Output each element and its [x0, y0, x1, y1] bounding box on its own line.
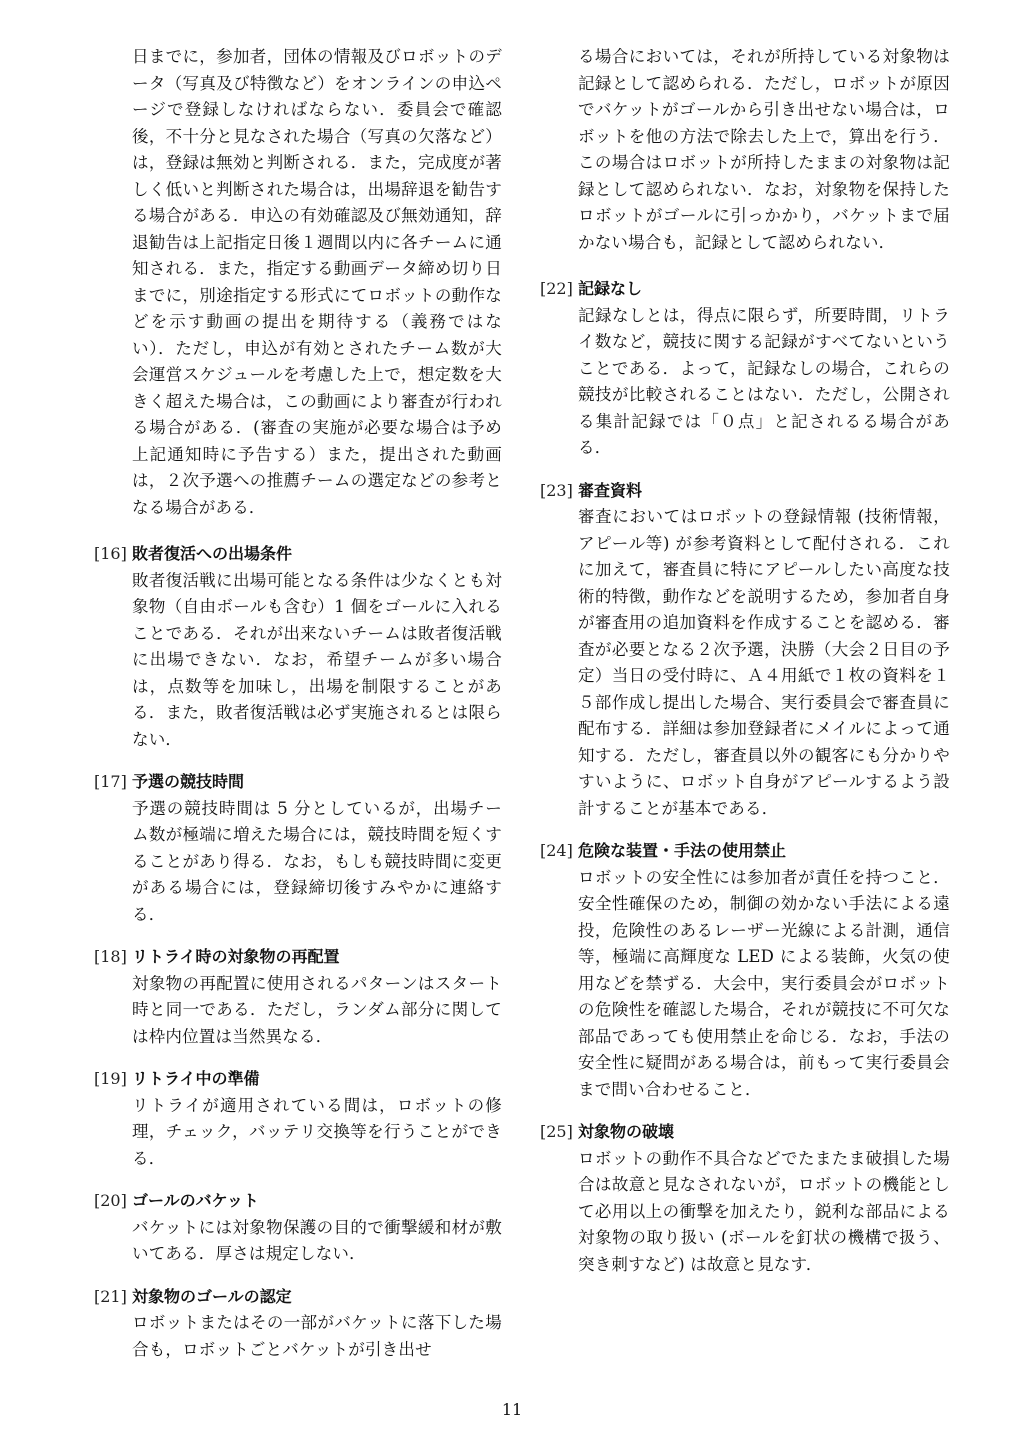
section-22 [540, 276, 950, 462]
section-title: 対象物のゴールの認定 [132, 1286, 292, 1306]
section-heading [540, 478, 950, 505]
section-24 [540, 838, 950, 1103]
section-number: [18] [94, 947, 127, 966]
section-17 [94, 769, 502, 928]
section-number: [22] [540, 279, 573, 298]
section-number: [24] [540, 841, 573, 860]
continued-paragraph: 日までに，参加者，団体の情報及びロボットのデータ（写真及び特徴など）をオンラインの申込ページで登録しなければならない．委員会で確認後，不十分と見なされた場合（写真の欠落など）は，登録は無効と判断される．また，完成度が著しく低いと判断された場合は，出場辞退を勧告する場合がある．申込の有効確認及び無効通知，辞退勧告は上記指定日後１週間以内に各チームに通知される．また，指定する動画データ締め切り日までに，別途指定する形式にてロボットの動作などを示す動画の提出を期待する（義務ではない）．ただし，申込が有効とされたチーム数が大会運営スケジュールを考慮した上で，想定数を大きく超えた場合は，この動画により審査が行われる場合がある．(審査の実施が必要な場合は予め上記通知時に予告する）また，提出された動画は，２次予選への推薦チームの選定などの参考となる場合がある． [132, 47, 502, 517]
section-number: [16] [94, 544, 127, 563]
section-18 [94, 944, 502, 1050]
section-20 [94, 1188, 502, 1268]
section-body: バケットには対象物保護の目的で衝撃緩和材が敷いてある．厚さは規定しない． [132, 1217, 502, 1263]
section-body: 予選の競技時間は 5 分としているが，出場チーム数が極端に増えた場合には，競技時間を短くすることがあり得る．なお，もしも競技時間に変更がある場合には，登録締切後すみやかに連絡する． [132, 798, 502, 924]
section-heading [540, 1119, 950, 1146]
section-title: 危険な装置・手法の使用禁止 [578, 841, 787, 860]
section-19 [94, 1066, 502, 1172]
left-column [94, 44, 502, 1363]
section-title: 記録なし [578, 279, 643, 298]
section-title: リトライ中の準備 [132, 1069, 260, 1088]
section-heading [94, 944, 502, 971]
section-number: [17] [94, 772, 127, 791]
section-heading [540, 276, 950, 303]
section-number: [21] [94, 1286, 127, 1306]
section-body: 記録なしとは，得点に限らず，所要時間，リトライ数など，競技に関する記録がすべてないということである．よって，記録なしの場合，これらの競技が比較されることはない．ただし，公開される集計記録では「０点」と記されるる場合がある． [578, 305, 950, 457]
section-title: リトライ時の対象物の再配置 [132, 947, 340, 966]
section-heading [94, 1284, 502, 1311]
section-body: リトライが適用されている間は，ロボットの修理，チェック，バッテリ交換等を行うことができる． [132, 1095, 502, 1168]
section-23 [540, 478, 950, 823]
section-25 [540, 1119, 950, 1278]
continued-paragraph: る場合においては，それが所持している対象物は記録として認められる．ただし，ロボットが原因でバケットがゴールから引き出せない場合は，ロボットを他の方法で除去した上で，算出を行う．この場合はロボットが所持したままの対象物は記録として認められない．なお，対象物を保持したロボットがゴールに引っかかり，バケットまで届かない場合も，記録として認められない． [578, 47, 950, 252]
section-heading [94, 541, 502, 568]
section-heading [94, 1188, 502, 1215]
section-title: 対象物の破壊 [578, 1122, 675, 1141]
section-body: ロボットの安全性には参加者が責任を持つこと．安全性確保のため，制御の効かない手法による遠投，危険性のあるレーザー光線による計測，通信等，極端に高輝度な LED による装飾，火気の使用などを禁ずる．大会中，実行委員会がロボットの危険性を確認した場合，それが競技に不可欠な部品であっても使用禁止を命じる．なお，手法の安全性に疑問がある場合は，前もって実行委員会まで問い合わせること． [578, 867, 950, 1099]
section-16 [94, 541, 502, 753]
section-number: [23] [540, 480, 573, 500]
section-number: [20] [94, 1191, 127, 1210]
section-body: ロボットまたはその一部がバケットに落下した場合も，ロボットごとバケットが引き出せ [132, 1313, 502, 1359]
page-number: 11 [501, 1400, 523, 1419]
section-title: 予選の競技時間 [132, 772, 245, 791]
section-number: [19] [94, 1069, 127, 1088]
right-column [540, 44, 950, 1278]
section-title: ゴールのバケット [132, 1191, 259, 1210]
section-body: 審査においてはロボットの登録情報 (技術情報，アピール等) が参考資料として配付される．これに加えて，審査員に特にアピールしたい高度な技術的特徴，動作などを説明するため，参加者自身が審査用の追加資料を作成することを認める．審査が必要となる２次予選，決勝（大会２日目の予定）当日の受付時に、Ａ４用紙で１枚の資料を１５部作成し提出した場合、実行委員会で審査員に配布する．詳細は参加登録者にメイルによって通知する．ただし，審査員以外の観客にも分かりやすいように、ロボット自身がアピールするよう設計することが基本である． [578, 507, 950, 818]
section-body: ロボットの動作不具合などでたまたま破損した場合は故意と見なされないが，ロボットの機能として必用以上の衝撃を加えたり，鋭利な部品による対象物の取り扱い (ボールを釘状の機構で扱う、突き刺すなど) は故意と見なす． [578, 1148, 950, 1274]
section-body: 敗者復活戦に出場可能となる条件は少なくとも対象物（自由ボールも含む）1 個をゴールに入れることである．それが出来ないチームは敗者復活戦に出場できない．なお，希望チームが多い場合は，点数等を加味し，出場を制限することがある．また，敗者復活戦は必ず実施されるとは限らない． [132, 570, 502, 749]
section-heading [94, 1066, 502, 1093]
section-number: [25] [540, 1122, 573, 1141]
section-21 [94, 1284, 502, 1364]
section-title: 審査資料 [578, 480, 643, 500]
section-body: 対象物の再配置に使用されるパターンはスタート時と同一である．ただし，ランダム部分に関しては枠内位置は当然異なる． [132, 973, 502, 1046]
section-title: 敗者復活への出場条件 [132, 544, 293, 563]
section-heading [94, 769, 502, 796]
section-heading [540, 838, 950, 865]
